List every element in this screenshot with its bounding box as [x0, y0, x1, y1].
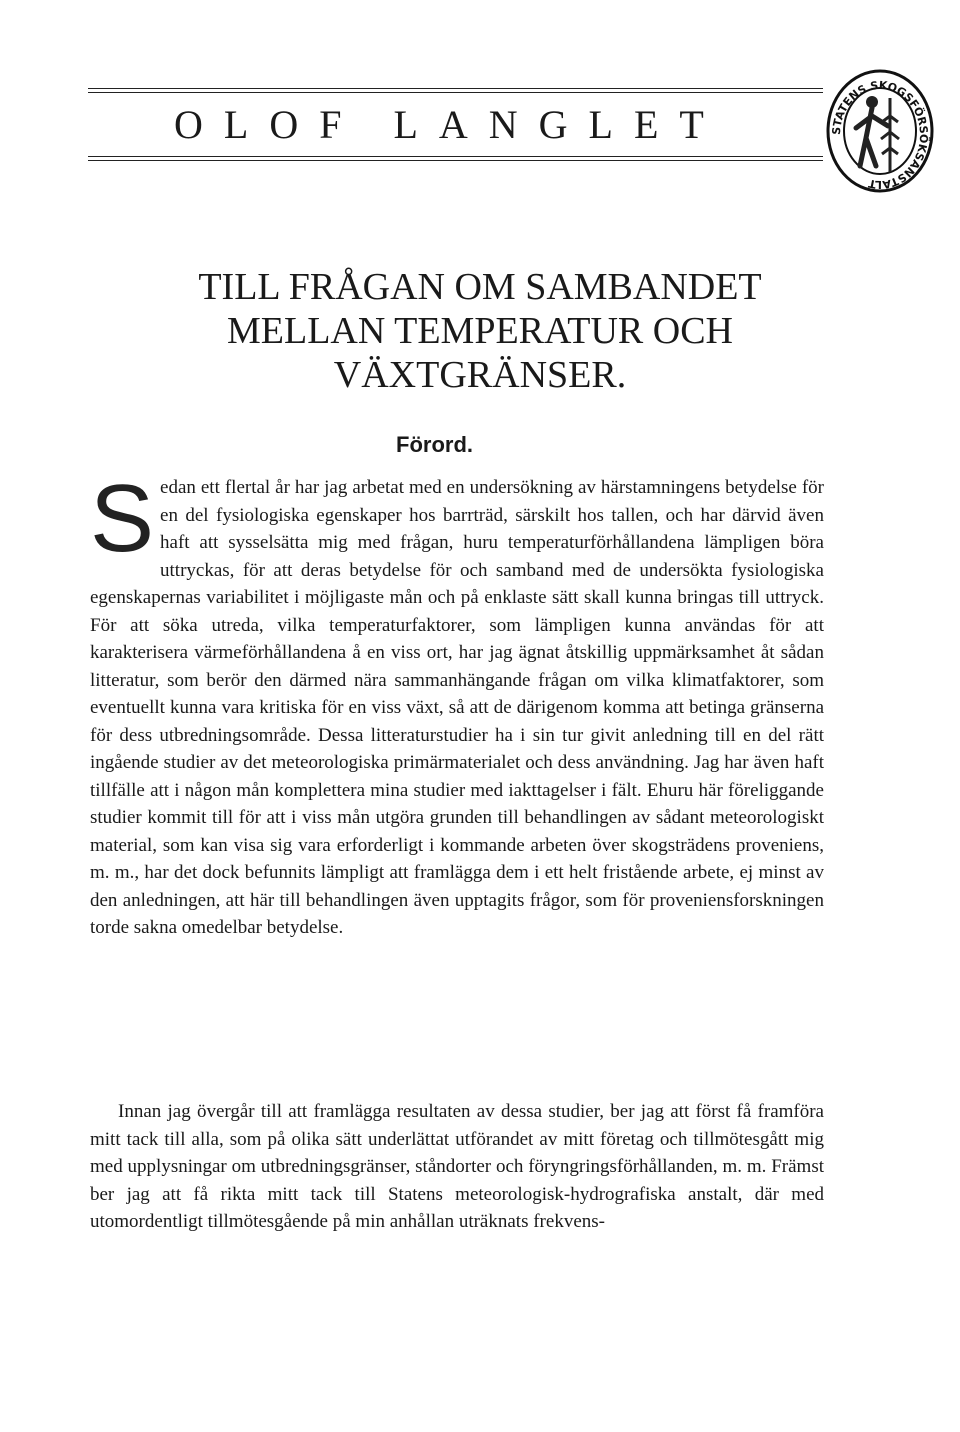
seal-text: STATENS SKOGSFÖRSÖKSANSTALT	[829, 78, 931, 192]
title-line: TILL FRÅGAN OM SAMBANDET	[198, 266, 762, 308]
article-title	[0, 265, 960, 397]
paragraph-text: Innan jag övergår till att framlägga resultaten av dessa studier, ber jag att först få framföra mitt tack till alla, som på olika sätt underlättat utförandet av mitt företag och tillmötesgått mig med upplysningar om utbredningsgränser, ståndorter och föryngringsförhållanden, m. m. Främst ber jag att få rikta mitt tack till Statens meteorologisk-hydrografiska anstalt, där med utomordentligt tillmötesgående på min anhållan uträknats frekvens-	[90, 1101, 824, 1232]
paragraph-foreword-2	[90, 1098, 824, 1236]
institution-seal-icon	[826, 68, 934, 194]
drop-cap: S	[90, 465, 155, 572]
paragraph-text: edan ett flertal år har jag arbetat med en undersökning av härstamningens betydelse för en del fysiologiska egenskaper hos barrträd, särskilt hos tallen, och har därvid även haft att sysselsätta mig med frågan, huru temperaturförhållandena lämpligen böra uttryckas, för att deras betydelse för och samband med de undersökta fysiologiska egenskapernas variabilitet i möjligaste mån och på enklaste sätt skall kunna bringas till uttryck. För att söka utreda, vilka temperaturfaktorer, som lämpligen kunna användas för att karakterisera värmeförhållandena å en viss ort, har jag ägnat åtskillig uppmärksamhet åt sådan litteratur, som berör den därmed nära sammanhängande frågan om vilka klimatfaktorer, som eventuellt kunna vara kritiska för en viss växt, så att de därigenom komma att betinga gränserna för dess utbredningsområde. Dessa litteraturstudier ha i sin tur givit anledning till en del rätt ingående studier av det meteorologiska primärmaterialet och dess användning. Jag har även haft tillfälle att i någon mån komplettera mina studier med iakttagelser i fält. Ehuru här föreliggande studier kommit till för att i viss mån utgöra grunden till behandlingen av sådant meteorologiskt material, som kan visa sig vara erforderligt i kommande arbeten över skogsträdens proveniens, m. m., har det dock befunnits lämpligt att framlägga dem i ett helt fristående arbete, ej minst av den anledningen, att här till behandlingen även upptagits frågor, som för proveniensforskningen torde sakna omedelbar betydelse.	[90, 477, 824, 938]
paragraph-foreword-1	[90, 465, 824, 942]
section-heading: Förord.	[396, 432, 473, 457]
title-line: MELLAN TEMPERATUR OCH	[227, 310, 733, 352]
title-line: VÄXTGRÄNSER.	[333, 354, 627, 396]
page-header	[88, 88, 823, 161]
author-name: OLOF LANGLET	[174, 102, 725, 147]
header-rule-bottom	[88, 160, 823, 161]
